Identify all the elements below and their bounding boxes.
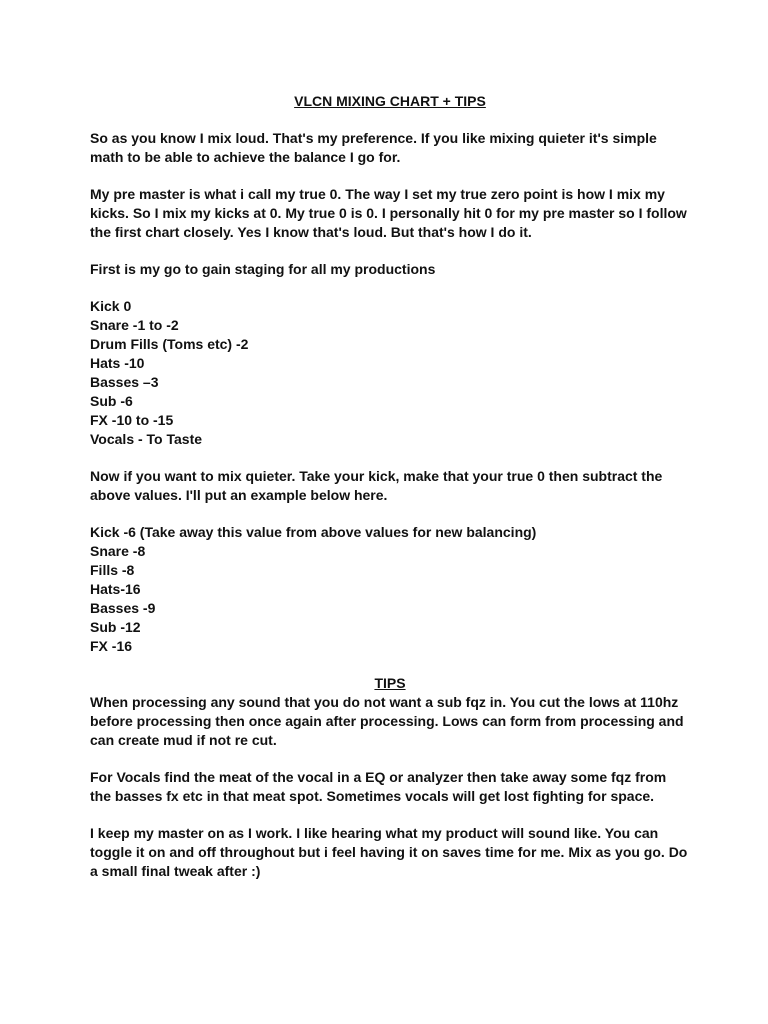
example-chart-list [90,523,690,656]
gain-chart-list [90,297,690,449]
example-chart-item: Hats-16 [90,581,141,597]
intro-paragraph-2: My pre master is what i call my true 0. The way I set my true zero point is how I mix my kicks. So I mix my kicks at 0. My true 0 is 0. I personally hit 0 for my pre master so I follow the first chart closely. Yes I know that's loud. But that's how I do it. [90,186,687,240]
example-chart-item: Kick -6 (Take away this value from above values for new balancing) [90,524,537,540]
gain-chart-item: Basses –3 [90,374,159,390]
intro-paragraph-3: First is my go to gain staging for all my productions [90,261,436,277]
gain-chart-item: Sub -6 [90,393,133,409]
tip-paragraph-2: For Vocals find the meat of the vocal in a EQ or analyzer then take away some fqz from the basses fx etc in that meat spot. Sometimes vocals will get lost fighting for space. [90,769,667,804]
gain-chart-item: Hats -10 [90,355,145,371]
tip-paragraph-1: When processing any sound that you do not want a sub fqz in. You cut the lows at 110hz before processing then once again after processing. Lows can form from processing and can create mud if not re cut. [90,694,684,748]
example-chart-item: Basses -9 [90,600,156,616]
document-title: VLCN MIXING CHART + TIPS [294,93,486,109]
gain-chart-item: Kick 0 [90,298,132,314]
gain-chart-item: Drum Fills (Toms etc) -2 [90,336,249,352]
gain-chart-item: Vocals - To Taste [90,431,203,447]
tips-heading: TIPS [374,675,406,691]
gain-chart-item: FX -10 to -15 [90,412,174,428]
example-chart-item: Fills -8 [90,562,135,578]
tip-paragraph-3: I keep my master on as I work. I like hearing what my product will sound like. You can toggle it on and off throughout but i feel having it on saves time for me. Mix as you go. Do a small final tweak after :) [90,825,688,879]
document-page [90,92,690,899]
example-chart-item: Sub -12 [90,619,141,635]
example-chart-item: Snare -8 [90,543,146,559]
quieter-mix-paragraph: Now if you want to mix quieter. Take your kick, make that your true 0 then subtract the above values. I'll put an example below here. [90,468,663,503]
gain-chart-item: Snare -1 to -2 [90,317,179,333]
example-chart-item: FX -16 [90,638,133,654]
intro-paragraph-1: So as you know I mix loud. That's my preference. If you like mixing quieter it's simple math to be able to achieve the balance I go for. [90,130,657,165]
